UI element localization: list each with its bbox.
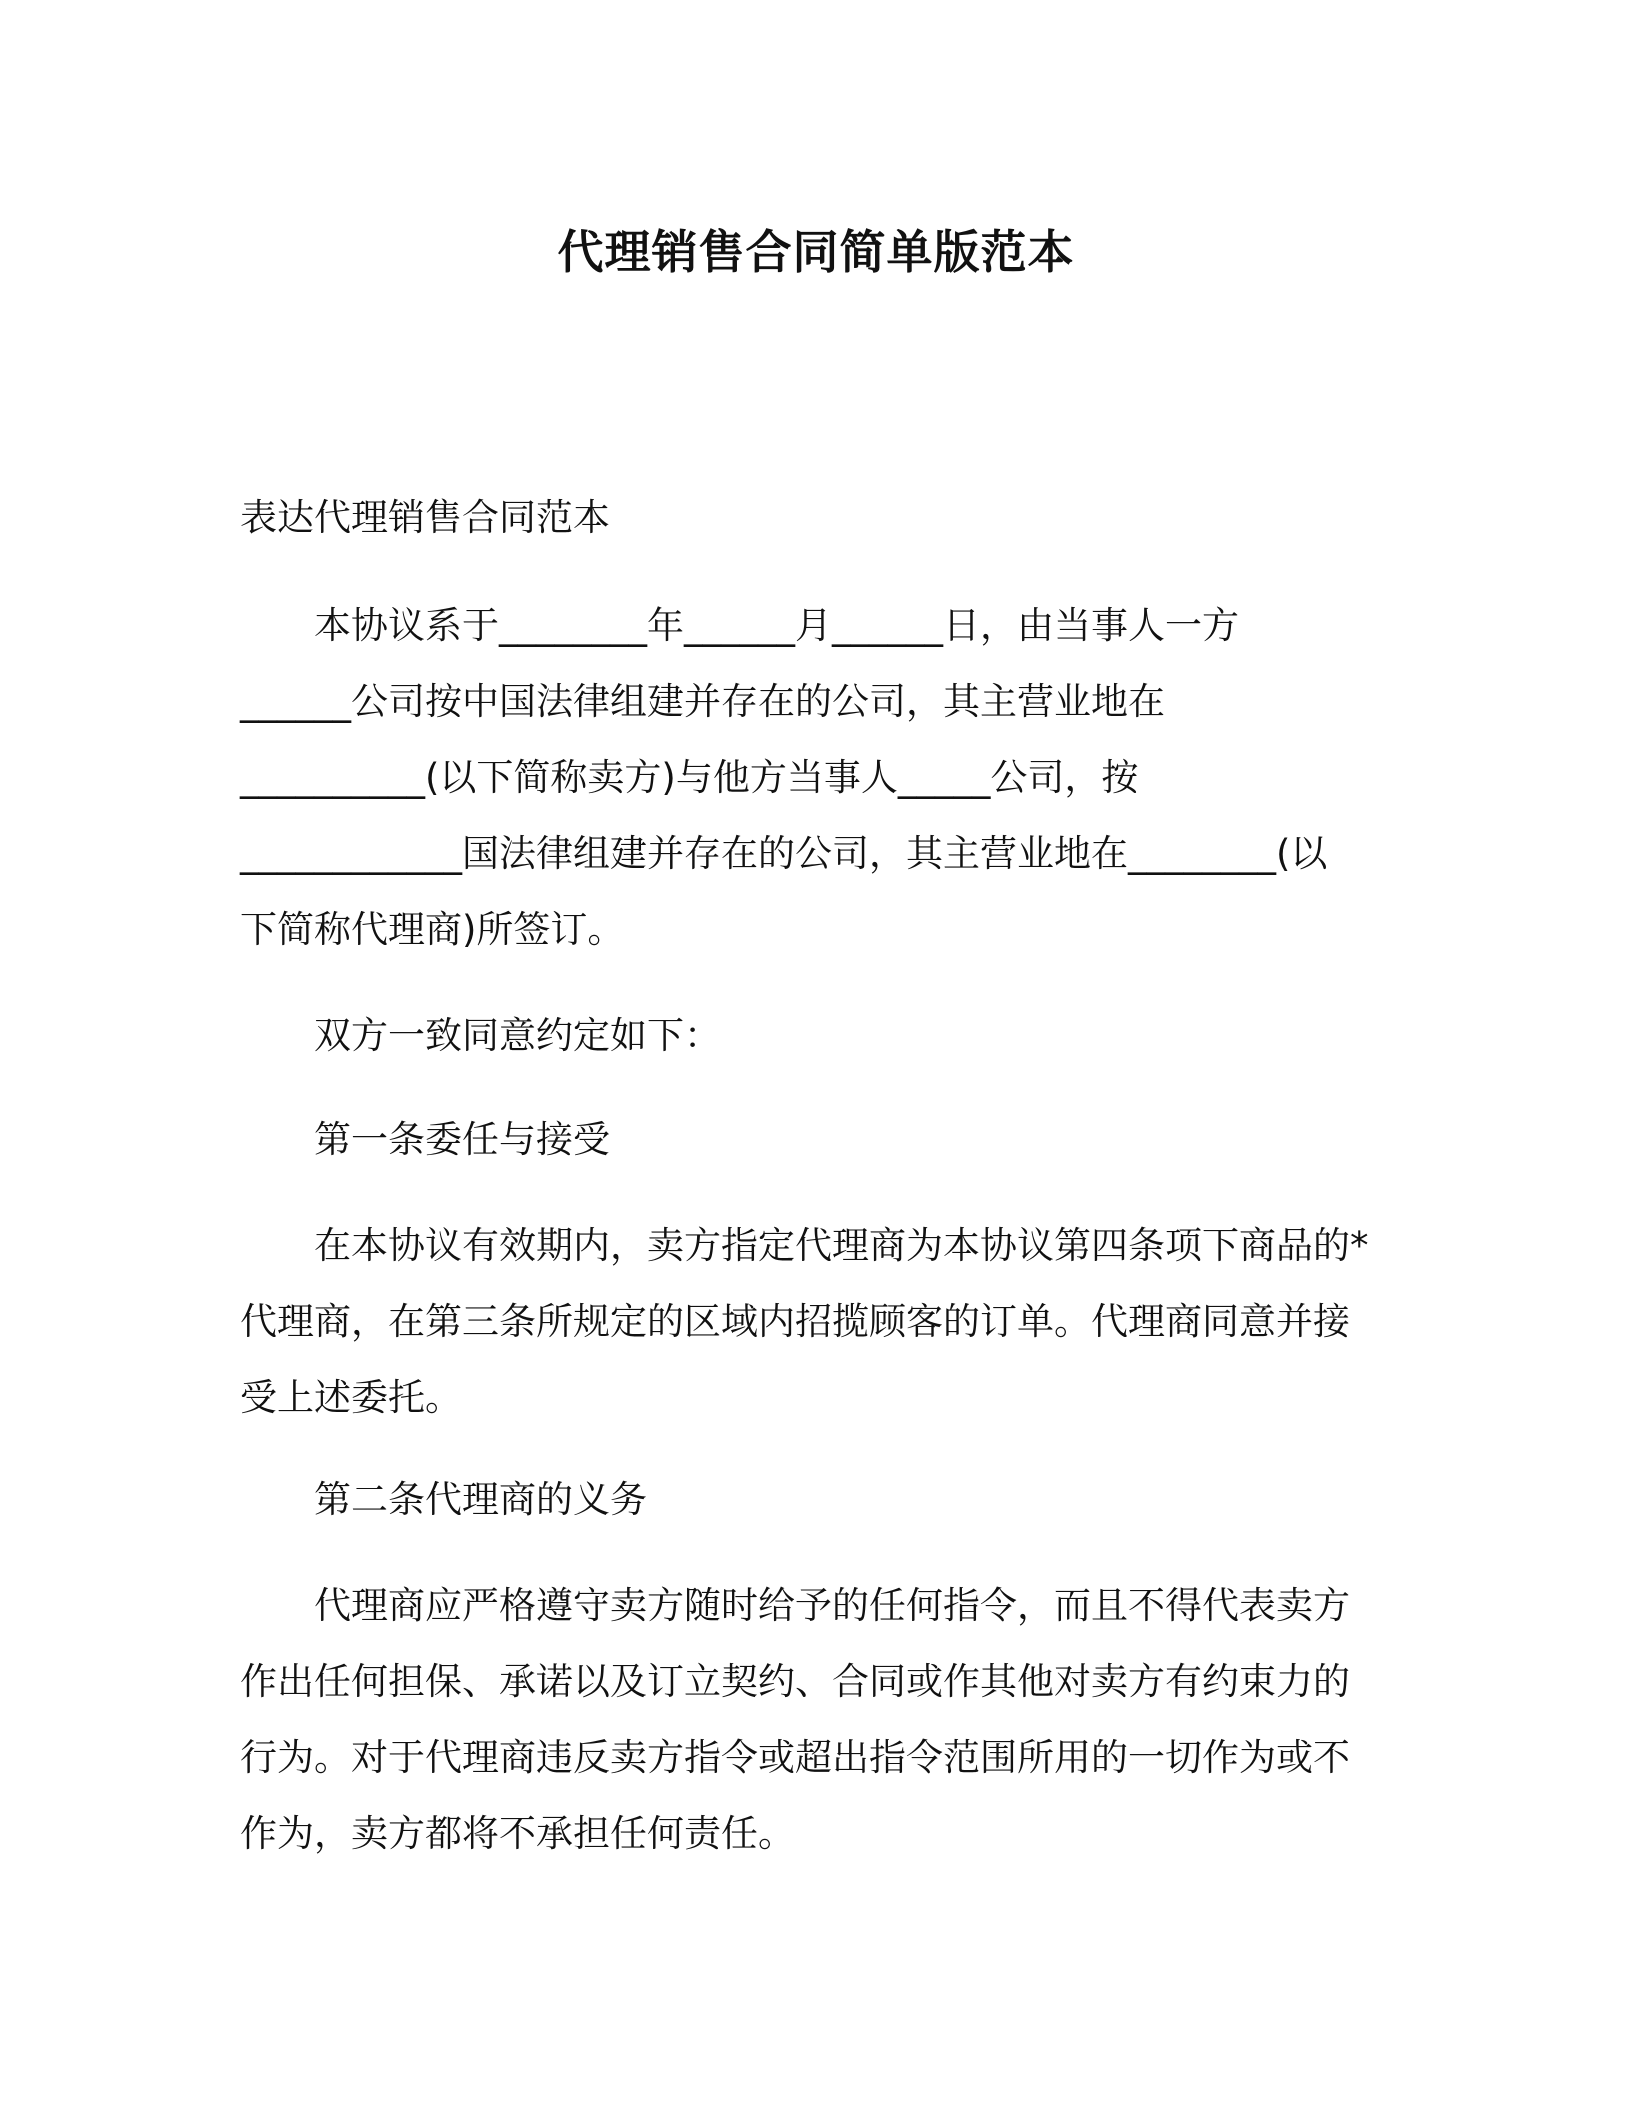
- article2-line-4: 作为，卖方都将不承担任何责任。: [240, 1812, 795, 1855]
- preamble-line-2: ______公司按中国法律组建并存在的公司，其主营业地在: [240, 680, 1165, 723]
- document-title: 代理销售合同简单版范本: [557, 225, 1075, 279]
- preamble-line-4: ____________国法律组建并存在的公司，其主营业地在________(以: [240, 832, 1328, 875]
- article1-line-2: 代理商，在第三条所规定的区域内招揽顾客的订单。代理商同意并接: [240, 1300, 1350, 1343]
- article2-line-1: 代理商应严格遵守卖方随时给予的任何指令，而且不得代表卖方: [314, 1584, 1350, 1627]
- article2-heading: 第二条代理商的义务: [314, 1478, 647, 1521]
- preamble-line-3: __________(以下简称卖方)与他方当事人_____公司，按: [240, 756, 1139, 799]
- preamble-line-1: 本协议系于________年______月______日，由当事人一方: [314, 604, 1239, 647]
- article1-line-1: 在本协议有效期内，卖方指定代理商为本协议第四条项下商品的*: [314, 1224, 1369, 1267]
- agreement-intro: 双方一致同意约定如下：: [314, 1014, 721, 1057]
- article1-line-3: 受上述委托。: [240, 1376, 462, 1419]
- preamble-line-5: 下简称代理商)所签订。: [240, 908, 625, 951]
- article1-heading: 第一条委任与接受: [314, 1118, 610, 1161]
- article2-line-2: 作出任何担保、承诺以及订立契约、合同或作其他对卖方有约束力的: [240, 1660, 1350, 1703]
- article2-line-3: 行为。对于代理商违反卖方指令或超出指令范围所用的一切作为或不: [240, 1736, 1350, 1779]
- document-subtitle: 表达代理销售合同范本: [240, 496, 610, 539]
